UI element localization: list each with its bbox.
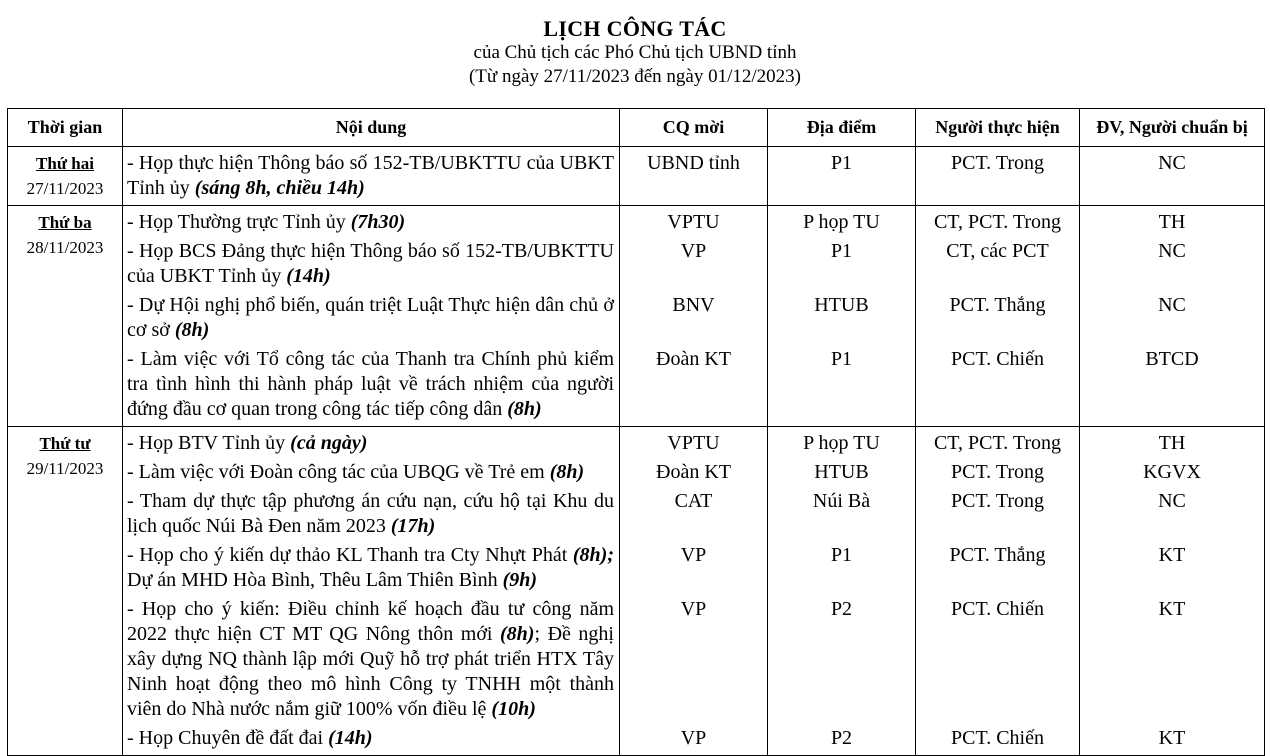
day-name: Thứ ba: [38, 213, 92, 232]
header-preparer: ĐV, Người chuẩn bị: [1080, 109, 1265, 147]
table-row: [8, 427, 1265, 756]
schedule-table: [7, 108, 1265, 756]
day-name: Thứ hai: [36, 154, 94, 173]
performer-cell: CT, PCT. Trong CT, các PCT PCT. Thắng PCT. Chiến: [916, 206, 1080, 427]
day-cell: [8, 427, 123, 756]
list-item: - Làm việc với Tổ công tác của Thanh tra Chính phủ kiểm tra tình hình thi hành pháp luật về trách nhiệm của người đứng đầu cơ quan trong công tác tiếp công dân (8h): [127, 348, 614, 420]
document-title: LỊCH CÔNG TÁC: [543, 16, 727, 41]
table-header-row: [8, 109, 1265, 147]
header-content: Nội dung: [123, 109, 620, 147]
preparer-cell: TH KGVX NC KT KT KT: [1080, 427, 1265, 756]
performer-cell: PCT. Trong: [916, 147, 1080, 206]
preparer-cell: TH NC NC BTCD: [1080, 206, 1265, 427]
list-item: - Họp thực hiện Thông báo số 152-TB/UBKTTU của UBKT Tỉnh ủy (sáng 8h, chiều 14h): [127, 152, 614, 199]
day-cell: [8, 147, 123, 206]
agency-cell: UBND tỉnh: [620, 147, 768, 206]
header-location: Địa điểm: [768, 109, 916, 147]
list-item: - Dự Hội nghị phổ biến, quán triệt Luật Thực hiện dân chủ ở cơ sở (8h): [127, 294, 614, 341]
list-item: - Họp cho ý kiến dự thảo KL Thanh tra Cty Nhựt Phát (8h); Dự án MHD Hòa Bình, Thêu Lâm Thiên Bình (9h): [127, 544, 614, 591]
location-cell: P họp TU P1 HTUB P1: [768, 206, 916, 427]
date-range: (Từ ngày 27/11/2023 đến ngày 01/12/2023): [468, 66, 802, 87]
day-date: 27/11/2023: [26, 179, 104, 198]
performer-cell: CT, PCT. Trong PCT. Trong PCT. Trong PCT. Thắng PCT. Chiến PCT. Chiến: [916, 427, 1080, 756]
table-row: [8, 206, 1265, 427]
agency-cell: VPTU Đoàn KT CAT VP VP VP: [620, 427, 768, 756]
content-cell: [123, 427, 620, 756]
day-cell: [8, 206, 123, 427]
content-cell: [123, 206, 620, 427]
location-cell: P họp TU HTUB Núi Bà P1 P2 P2: [768, 427, 916, 756]
list-item: - Họp cho ý kiến: Điều chỉnh kế hoạch đầu tư công năm 2022 thực hiện CT MT QG Nông thôn mới (8h); Đề nghị xây dựng NQ thành lập mới Quỹ hỗ trợ phát triển HTX Tây Ninh hoạt động theo mô hình Công ty TNHH một thành viên do Nhà nước nắm giữ 100% vốn điều lệ (10h): [127, 598, 614, 720]
day-date: 29/11/2023: [26, 459, 104, 478]
list-item: - Họp Thường trực Tỉnh ủy (7h30): [127, 211, 406, 233]
header-time: Thời gian: [8, 109, 123, 147]
day-date: 28/11/2023: [26, 238, 104, 257]
table-row: [8, 147, 1265, 206]
list-item: - Tham dự thực tập phương án cứu nạn, cứu hộ tại Khu du lịch quốc Núi Bà Đen năm 2023 (17h): [127, 490, 614, 537]
preparer-cell: NC: [1080, 147, 1265, 206]
list-item: - Họp BCS Đảng thực hiện Thông báo số 152-TB/UBKTTU của UBKT Tỉnh ủy (14h): [127, 240, 614, 287]
location-cell: P1: [768, 147, 916, 206]
agency-cell: VPTU VP BNV Đoàn KT: [620, 206, 768, 427]
list-item: - Họp Chuyên đề đất đai (14h): [127, 727, 373, 749]
list-item: - Làm việc với Đoàn công tác của UBQG về Trẻ em (8h): [127, 461, 585, 483]
header-performer: Người thực hiện: [916, 109, 1080, 147]
header-inviting-agency: CQ mời: [620, 109, 768, 147]
list-item: - Họp BTV Tỉnh ủy (cả ngày): [127, 432, 368, 454]
day-name: Thứ tư: [39, 434, 91, 453]
content-cell: [123, 147, 620, 206]
document-subtitle: của Chủ tịch các Phó Chủ tịch UBND tỉnh: [473, 42, 797, 63]
